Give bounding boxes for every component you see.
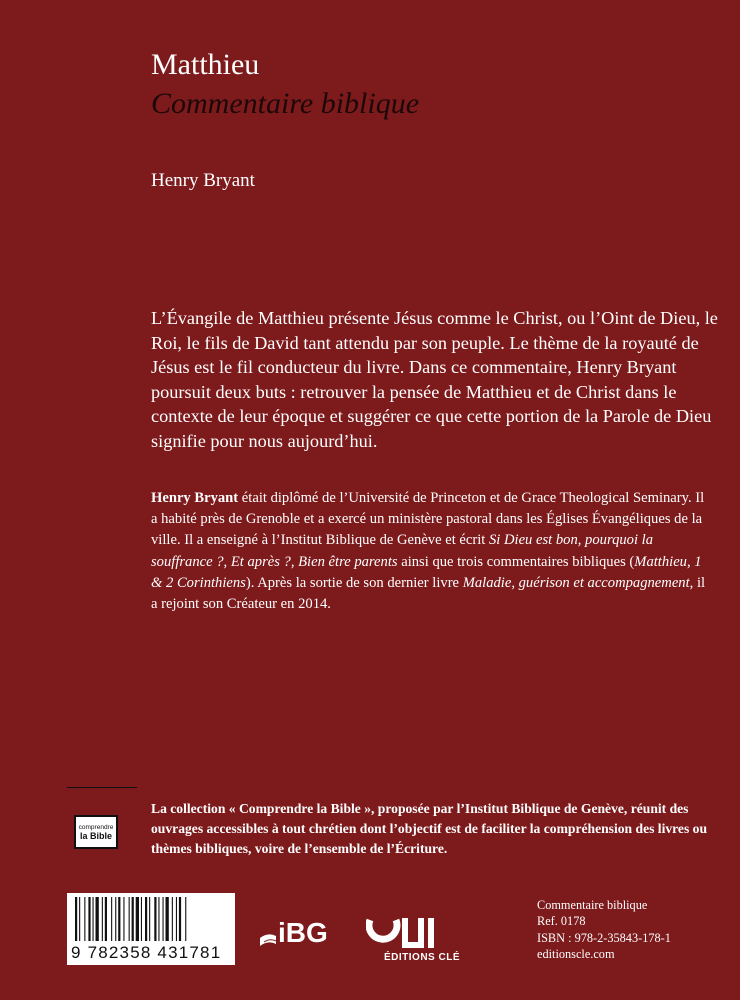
barcode-bar xyxy=(75,897,77,941)
barcode-bar xyxy=(123,897,124,941)
barcode-digits: 9 782358 431781 xyxy=(71,943,222,962)
bio-text: ainsi que trois commentaires bibliques ( xyxy=(397,553,635,570)
isbn-barcode xyxy=(67,893,235,965)
barcode-bar xyxy=(105,897,107,941)
barcode-bar xyxy=(96,897,99,941)
ibg-logo xyxy=(258,912,336,948)
imprint-series: Commentaire biblique xyxy=(537,898,648,912)
book-title: Matthieu xyxy=(151,48,260,81)
barcode-bar xyxy=(129,897,130,941)
series-logo-line1: comprendre xyxy=(78,824,114,831)
barcode-bar xyxy=(79,897,80,941)
author-name: Henry Bryant xyxy=(151,170,255,191)
barcode-bar xyxy=(154,897,156,941)
barcode-bar xyxy=(93,897,94,941)
barcode-bar xyxy=(179,897,181,941)
bio-text: était diplômé de l’Université de Princeton et de Grace Theological Seminary. Il a habité près de Grenoble et a exercé un ministère pastoral dans les Églises Évangéliques de la ville. Il a enseigné à l’Institut Biblique de Genève et écrit xyxy=(151,490,705,549)
barcode-bar xyxy=(163,897,164,941)
bio-works: Si Dieu est bon, pourquoi la souffrance ?, Et après ?, Bien être parents xyxy=(151,532,654,570)
barcode-bar xyxy=(115,897,116,941)
imprint-isbn: ISBN : 978-2-35843-178-1 xyxy=(537,930,671,945)
barcode-bar xyxy=(176,897,177,941)
divider xyxy=(67,787,137,788)
barcode-bar xyxy=(132,897,134,941)
barcode-bar xyxy=(166,897,169,941)
bio-text: ). Après la sortie de son dernier livre xyxy=(245,574,463,591)
bio-works: Matthieu, 1 & 2 Corinthiens xyxy=(151,553,702,591)
editions-cle-logo xyxy=(366,914,446,952)
editions-cle-label: ÉDITIONS CLÉ xyxy=(384,952,461,963)
bio-text: , il a rejoint son Créateur en 2014. xyxy=(151,574,706,613)
bio-works: Maladie, guérison et accompagnement xyxy=(462,574,690,591)
barcode-bar xyxy=(136,897,139,941)
barcode-bar xyxy=(88,897,90,941)
barcode-bar xyxy=(84,897,85,941)
barcode-bar xyxy=(141,897,142,941)
summary-paragraph: L’Évangile de Matthieu présente Jésus comme le Christ, ou l’Oint de Dieu, le Roi, le fils de David tant attendu par son peuple. Le thème de la royauté de Jésus est le fil conducteur du livre. Dans ce commentaire, Henry Bryant poursuit deux buts : retrouver la pensée de Matthieu et de Christ dans le contexte de leur époque et suggérer ce que cette portion de la Parole de Dieu signifie pour nous aujourd’hui. xyxy=(151,308,718,451)
barcode-bar xyxy=(172,897,173,941)
author-biography xyxy=(151,488,711,615)
imprint-info xyxy=(537,897,671,962)
book-summary xyxy=(151,306,719,453)
barcode-bar xyxy=(118,897,120,941)
imprint-website: editionscle.com xyxy=(537,946,615,961)
barcode-bar xyxy=(185,897,186,941)
barcode-bar xyxy=(111,897,112,941)
barcode-bar xyxy=(102,897,103,941)
barcode-bar xyxy=(145,897,147,941)
collection-description: La collection « Comprendre la Bible », proposée par l’Institut Biblique de Genève, réunit des ouvrages accessibles à tout chrétien dont l’objectif est de faciliter la compréhension des livres ou thèmes bibliques, voire de l’ensemble de l’Écriture. xyxy=(151,801,708,856)
barcode-bar xyxy=(149,897,150,941)
imprint-ref: Ref. 0178 xyxy=(537,914,586,929)
bio-author-name: Henry Bryant xyxy=(151,490,239,506)
barcode-bars xyxy=(73,897,229,943)
series-logo xyxy=(74,815,118,849)
barcode-bar xyxy=(158,897,159,941)
ibg-logo-text: iBG xyxy=(278,917,328,948)
book-subtitle: Commentaire biblique xyxy=(151,87,420,120)
series-logo-line2: la Bible xyxy=(79,831,112,841)
